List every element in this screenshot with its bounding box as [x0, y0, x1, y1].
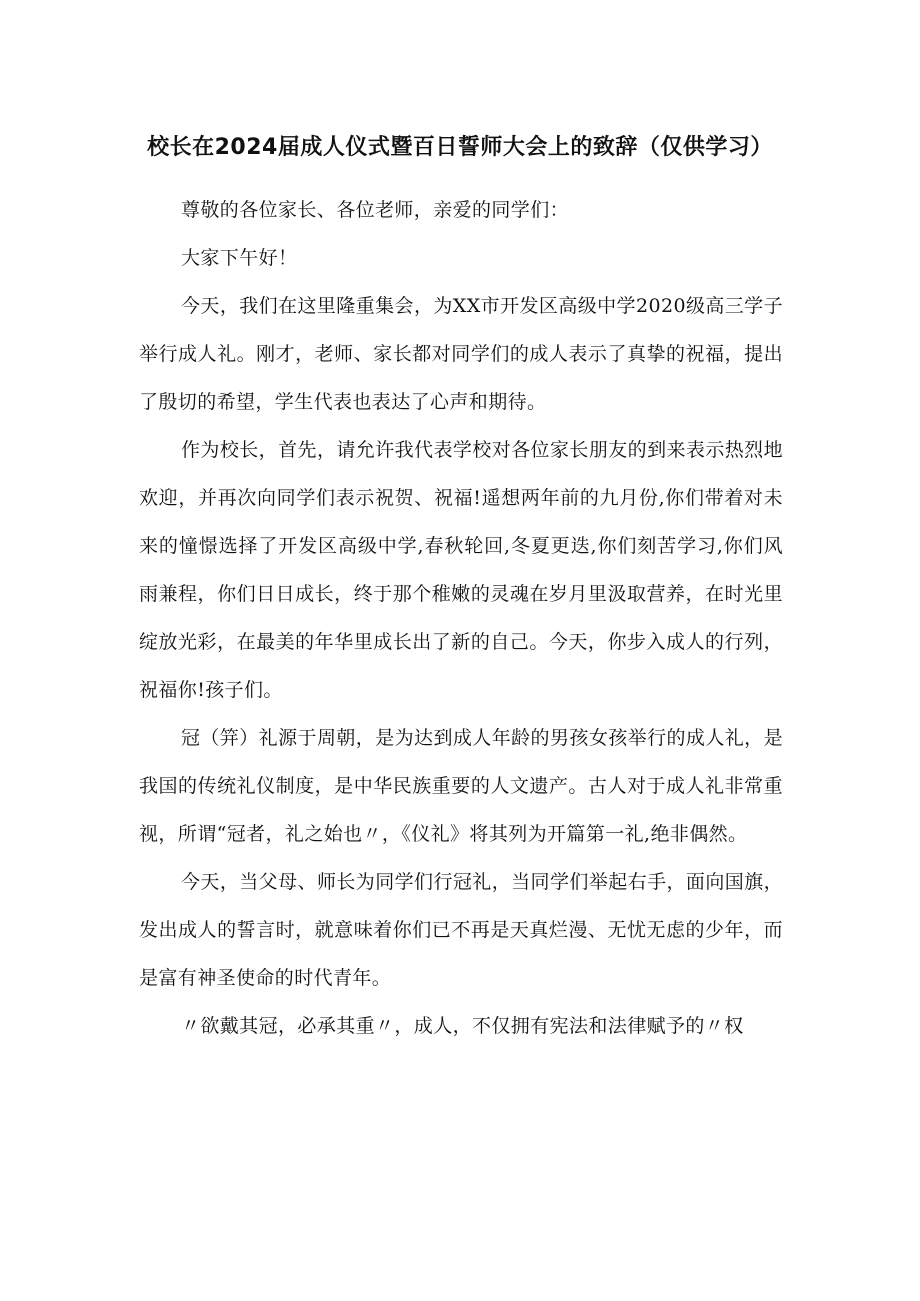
paragraph-greeting: 大家下午好！	[181, 247, 298, 269]
paragraph-oath: 今天，当父母、师长为同学们行冠礼，当同学们举起右手，面向国旗，发出成人的誓言时，就意味着你们已不再是天真烂漫、无忧无虑的少年，而是富有神圣使命的时代青年。	[139, 871, 783, 989]
paragraph-rite-history: 冠（笄）礼源于周朝，是为达到成人年龄的男孩女孩举行的成人礼，是我国的传统礼仪制度，是中华民族重要的人文遗产。古人对于成人礼非常重视，所谓“冠者，礼之始也〃，《仪礼》将其列为开篇第一礼,绝非偶然。	[139, 727, 783, 845]
paragraph-responsibility: 〃欲戴其冠，必承其重〃，成人，不仅拥有宪法和法律赋予的〃权	[181, 1015, 744, 1037]
paragraph-principal-welcome: 作为校长，首先，请允许我代表学校对各位家长朋友的到来表示热烈地欢迎，并再次向同学们表示祝贺、祝福!遥想两年前的九月份,你们带着对未来的憧憬选择了开发区高级中学,春秋轮回,冬夏更迭,你们刻苦学习,你们风雨兼程，你们日日成长，终于那个稚嫩的灵魂在岁月里汲取营养，在时光里绽放光彩，在最美的年华里成长出了新的自己。今天，你步入成人的行列，祝福你!孩子们。	[139, 439, 783, 701]
document-body	[139, 186, 783, 1050]
document-title: 校长在2024届成人仪式暨百日誓师大会上的致辞（仅供学习）	[147, 135, 773, 160]
paragraph-salutation: 尊敬的各位家长、各位老师，亲爱的同学们：	[181, 199, 570, 221]
paragraph-ceremony-intro: 今天，我们在这里隆重集会，为XX市开发区高级中学2020级高三学子举行成人礼。刚才，老师、家长都对同学们的成人表示了真挚的祝福，提出了殷切的希望，学生代表也表达了心声和期待。	[139, 295, 783, 413]
